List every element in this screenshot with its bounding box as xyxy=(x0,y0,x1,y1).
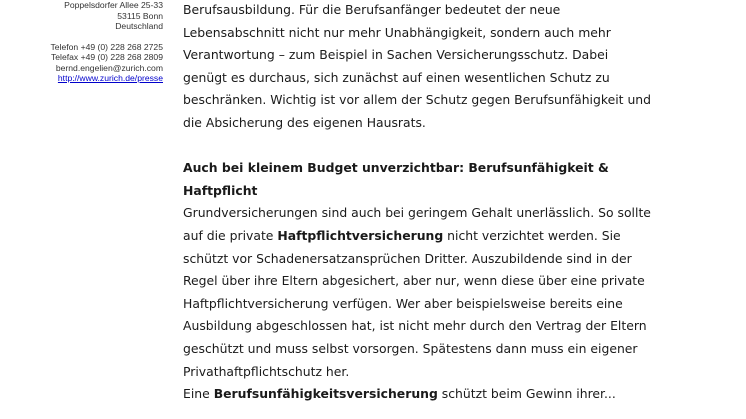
article-body xyxy=(183,0,653,406)
address-block xyxy=(0,0,163,32)
paragraph-disability xyxy=(183,383,653,406)
press-link[interactable]: http://www.zurich.de/presse xyxy=(57,73,163,83)
paragraph-disability-text-2: schützt beim Gewinn ihrer... xyxy=(437,386,616,402)
paragraph-spacer xyxy=(183,135,653,158)
address-street: Poppelsdorfer Allee 25-33 xyxy=(64,0,163,10)
paragraph-liability-text-2: nicht verzichtet werden. Sie schützt vor Schadenersatzansprüchen Dritter. Auszubildende sind in der Regel über ihre Eltern abgesichert, aber nur, wenn diese über eine private Haftpflichtversicherung verfügen. Wer aber beispielsweise bereits eine Ausbildung abgeschlossen hat, ist nicht mehr durch den Vertrag der Eltern geschützt und muss selbst vorsorgen. Spätestens dann muss ein eigener Privathaftpflichtschutz her. xyxy=(183,227,647,379)
section-heading: Auch bei kleinem Budget unverzichtbar: Berufsunfähigkeit & Haftpflicht xyxy=(183,160,609,198)
paragraph-intro: Berufsausbildung. Für die Berufsanfänger bedeutet der neue Lebensabschnitt nicht nur mehr Unabhängigkeit, sondern auch mehr Verantwortung – zum Beispiel in Sachen Versicherungsschutz. Dabei genügt es durchaus, sich zunächst auf einen wesentlichen Schutz zu beschränken. Wichtig ist vor allem der Schutz gegen Berufsunfähigkeit und die Absicherung des eigenen Hausrats. xyxy=(183,2,652,130)
address-city: 53115 Bonn xyxy=(117,10,163,21)
contact-sidebar xyxy=(0,0,163,84)
address-country: Deutschland xyxy=(115,21,163,31)
paragraph-liability-text-1: Grundversicherungen sind auch bei geringem Gehalt unerlässlich. So sollte auf die private xyxy=(183,205,651,243)
disability-insurance-term: Berufsunfähigkeitsversicherung xyxy=(213,386,438,402)
paragraph-liability xyxy=(183,202,653,383)
phone-number: Telefon +49 (0) 228 268 2725 xyxy=(50,41,163,52)
fax-number: Telefax +49 (0) 228 268 2809 xyxy=(50,52,163,62)
paragraph-disability-text-1: Eine xyxy=(183,386,214,402)
liability-insurance-term: Haftpflichtversicherung xyxy=(277,227,444,243)
email-address: bernd.engelien@zurich.com xyxy=(55,62,163,73)
contact-block xyxy=(0,42,163,84)
